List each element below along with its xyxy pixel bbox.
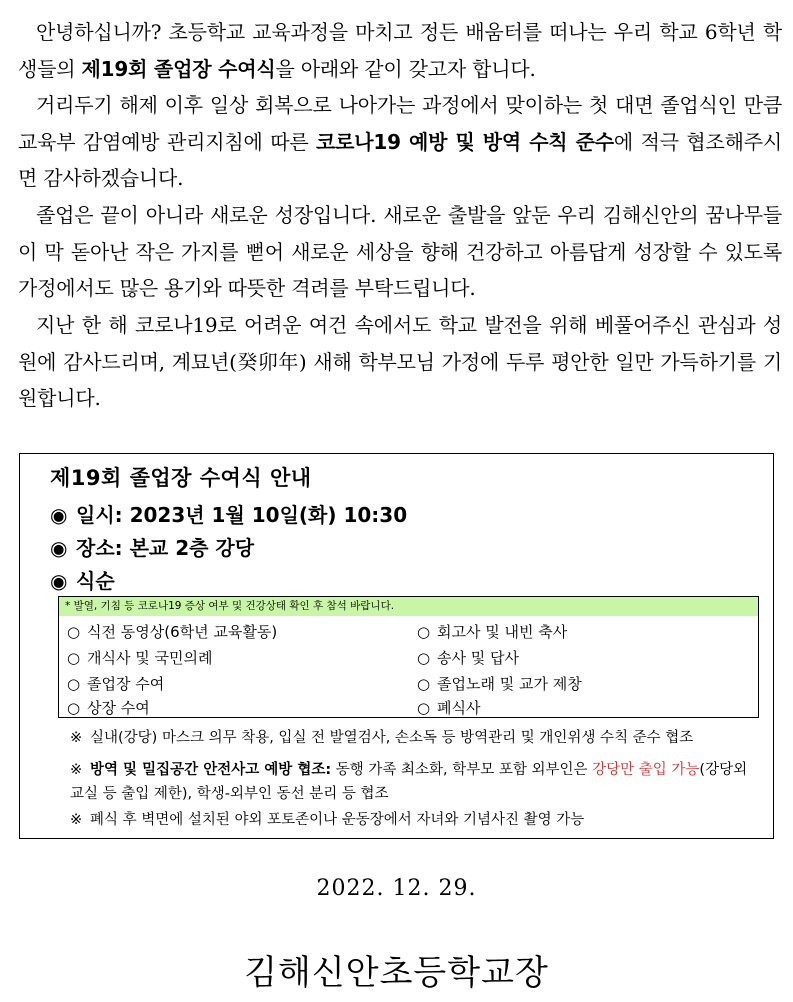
program-item xyxy=(417,647,519,668)
program-note: * 발열, 기침 등 코로나19 증상 여부 및 건강상태 확인 후 참석 바랍니다. xyxy=(59,597,758,616)
reference-mark-icon: ※ xyxy=(70,762,83,778)
program-item-label: 상장 수여 xyxy=(87,699,150,717)
note-photo xyxy=(70,808,760,832)
info-date xyxy=(50,499,407,528)
covid-paragraph xyxy=(18,87,782,197)
circle-icon: ○ xyxy=(417,649,431,667)
program-box xyxy=(58,596,759,718)
note-photo-text: 폐식 후 벽면에 설치된 야외 포토존이나 운동장에서 자녀와 기념사진 촬영 가능 xyxy=(90,812,585,828)
circle-icon: ○ xyxy=(417,699,431,717)
info-place-text: 장소: 본교 2층 강당 xyxy=(76,536,255,560)
intro-text-c: 을 아래와 같이 갖고자 합니다. xyxy=(275,56,536,81)
circle-icon: ○ xyxy=(67,675,81,693)
info-order-text: 식순 xyxy=(76,569,115,593)
note-mask-text: 실내(강당) 마스크 의무 착용, 입실 전 발열검사, 손소독 등 방역관리 및 개인위생 수칙 준수 협조 xyxy=(90,730,694,746)
principal-signature: 김해신안초등학교장 xyxy=(244,953,549,993)
program-item xyxy=(417,673,582,694)
circle-icon: ○ xyxy=(417,623,431,641)
ceremony-name: 제19회 졸업장 수여식 xyxy=(81,56,276,81)
note-safety-text-b: (강당외 교실 등 출입 제한), 학생-외부인 동선 분리 등 협조 xyxy=(70,762,748,802)
growth-paragraph: 졸업은 끝이 아니라 새로운 성장입니다. 새로운 출발을 앞둔 우리 김해신안의 꿈나무들이 막 돋아난 작은 가지를 뻗어 새로운 세상을 향해 건강하고 아름답게 성장할 수 있도록 가정에서도 많은 용기와 따뜻한 격려를 부탁드립니다. xyxy=(18,203,782,300)
program-item-label: 졸업장 수여 xyxy=(87,675,165,693)
ceremony-info-box xyxy=(19,453,774,839)
program-item xyxy=(417,621,567,642)
program-item-label: 개식사 및 국민의례 xyxy=(87,649,213,667)
reference-mark-icon: ※ xyxy=(70,730,83,746)
covid-text-c: 에 적극 협조해주시면 감사하겠습니다. xyxy=(18,129,783,190)
info-order xyxy=(50,565,115,594)
reference-mark-icon: ※ xyxy=(70,812,83,828)
circle-icon: ○ xyxy=(67,699,81,717)
covid-text-a: 거리두기 해제 이후 일상 회복으로 나아가는 과정에서 맞이하는 첫 대면 졸업식인 만큼 교육부 감염예방 관리지침에 따른 xyxy=(18,93,782,154)
thanks-paragraph: 지난 한 해 코로나19로 어려운 여건 속에서도 학교 발전을 위해 베풀어주신 관심과 성원에 감사드리며, 계묘년(癸卯年) 새해 학부모님 가정에 두루 평안한 일만 가득하기를 기원합니다. xyxy=(18,313,782,410)
program-item-label: 졸업노래 및 교가 제창 xyxy=(437,675,582,693)
note-safety-heading: 방역 및 밀집공간 안전사고 예방 협조: xyxy=(90,762,332,778)
document-date: 2022. 12. 29. xyxy=(316,876,477,901)
program-item-label: 폐식사 xyxy=(437,699,481,717)
circle-icon: ○ xyxy=(67,623,81,641)
program-item xyxy=(417,697,480,718)
covid-rules-emphasis: 코로나19 예방 및 방역 수칙 준수 xyxy=(316,129,614,154)
program-item xyxy=(67,673,164,694)
program-item xyxy=(67,647,212,668)
note-safety-text-a: 동행 가족 최소화, 학부모 포함 외부인은 xyxy=(331,762,593,778)
info-box-title: 제19회 졸업장 수여식 안내 xyxy=(50,466,312,490)
intro-paragraph xyxy=(18,14,782,87)
info-place xyxy=(50,532,254,561)
program-item xyxy=(67,697,150,718)
info-date-text: 일시: 2023년 1월 10일(화) 10:30 xyxy=(76,503,408,527)
circle-icon: ○ xyxy=(67,649,81,667)
note-safety-highlight: 강당만 출입 가능 xyxy=(592,762,700,778)
intro-text-a: 안녕하십니까? 초등학교 교육과정을 마치고 정든 배움터를 떠나는 우리 학교 6학년 학생들의 xyxy=(18,20,782,81)
bullet-icon: ◉ xyxy=(50,536,68,560)
program-item-label: 송사 및 답사 xyxy=(437,649,519,667)
note-safety xyxy=(70,758,760,806)
circle-icon: ○ xyxy=(417,675,431,693)
bullet-icon: ◉ xyxy=(50,503,68,527)
program-item-label: 회고사 및 내빈 축사 xyxy=(437,623,568,641)
note-mask xyxy=(70,726,760,750)
program-item xyxy=(67,621,277,642)
bullet-icon: ◉ xyxy=(50,569,68,593)
program-item-label: 식전 동영상(6학년 교육활동) xyxy=(87,623,278,641)
